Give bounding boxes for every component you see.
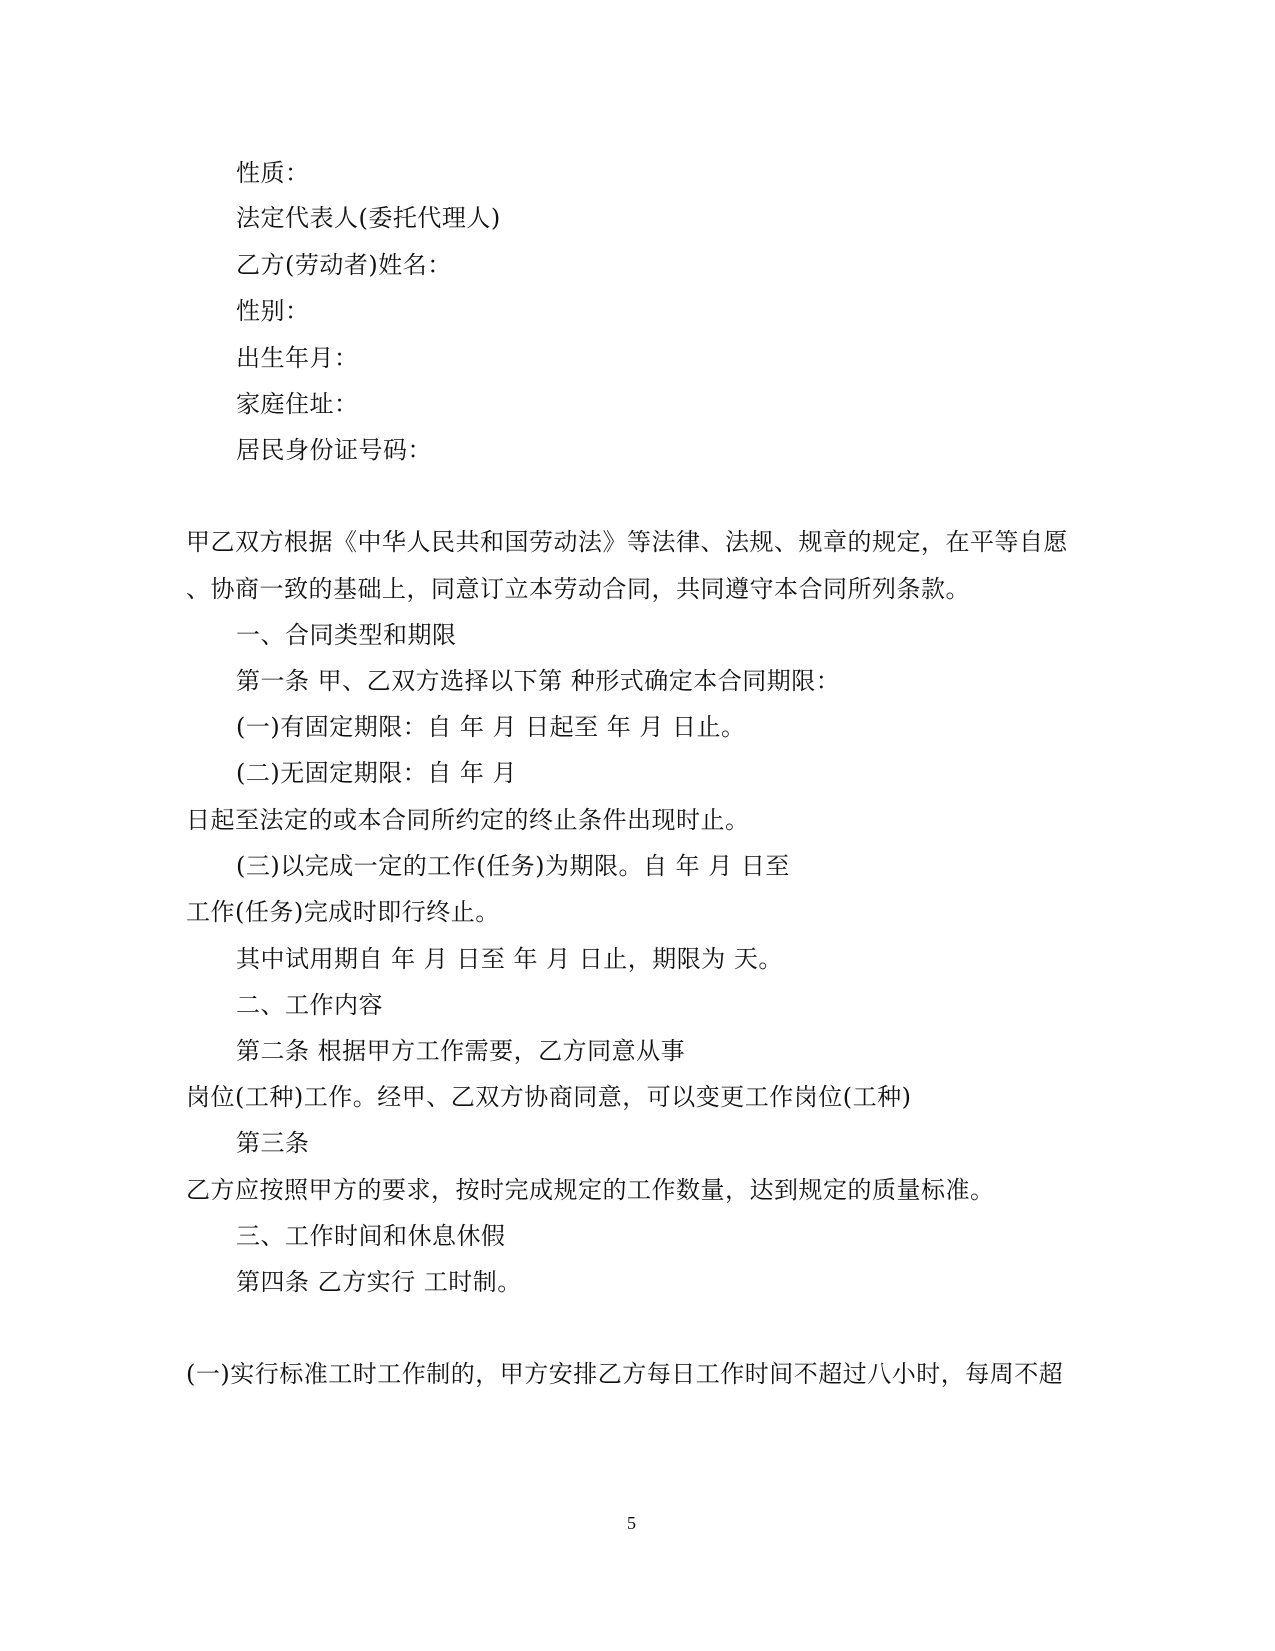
article-3: 第三条 xyxy=(236,1129,310,1157)
article-1-item-2-cont: 日起至法定的或本合同所约定的终止条件出现时止。 xyxy=(186,806,750,834)
article-1-item-3-cont: 工作(任务)完成时即行终止。 xyxy=(186,898,500,926)
article-2-cont: 岗位(工种)工作。经甲、乙双方协商同意，可以变更工作岗位(工种) xyxy=(186,1083,912,1111)
section-heading-work-hours: 三、工作时间和休息休假 xyxy=(236,1222,506,1250)
text-line-address: 家庭住址： xyxy=(236,390,359,418)
article-1-item-2: (二)无固定期限：自 年 月 xyxy=(236,759,517,787)
text-line-gender: 性别： xyxy=(236,297,310,325)
text-line-party-b-name: 乙方(劳动者)姓名： xyxy=(236,251,452,279)
section-heading-contract-type: 一、合同类型和期限 xyxy=(236,621,457,649)
article-1-item-3: (三)以完成一定的工作(任务)为期限。自 年 月 日至 xyxy=(236,852,790,880)
section-heading-work-content: 二、工作内容 xyxy=(236,991,383,1019)
text-line-birth: 出生年月： xyxy=(236,344,359,372)
article-2: 第二条 根据甲方工作需要，乙方同意从事 xyxy=(236,1037,686,1065)
text-line-preamble-1: 甲乙双方根据《中华人民共和国劳动法》等法律、法规、规章的规定，在平等自愿 xyxy=(186,528,1068,556)
article-3-cont: 乙方应按照甲方的要求，按时完成规定的工作数量，达到规定的质量标准。 xyxy=(186,1176,995,1204)
article-1-item-1: (一)有固定期限：自 年 月 日起至 年 月 日止。 xyxy=(236,713,746,741)
text-line-preamble-2: 、协商一致的基础上，同意订立本劳动合同，共同遵守本合同所列条款。 xyxy=(186,575,970,603)
article-4: 第四条 乙方实行 工时制。 xyxy=(236,1268,522,1296)
article-1: 第一条 甲、乙双方选择以下第 种形式确定本合同期限： xyxy=(236,667,841,695)
article-4-item-1: (一)实行标准工时工作制的，甲方安排乙方每日工作时间不超过八小时，每周不超 xyxy=(186,1360,1064,1388)
text-line-legal-rep: 法定代表人(委托代理人) xyxy=(236,204,501,232)
text-line-nature: 性质： xyxy=(236,159,310,187)
probation-period: 其中试用期自 年 月 日至 年 月 日止，期限为 天。 xyxy=(236,945,783,973)
text-line-id-number: 居民身份证号码： xyxy=(236,436,432,464)
page-number: 5 xyxy=(627,1513,636,1533)
